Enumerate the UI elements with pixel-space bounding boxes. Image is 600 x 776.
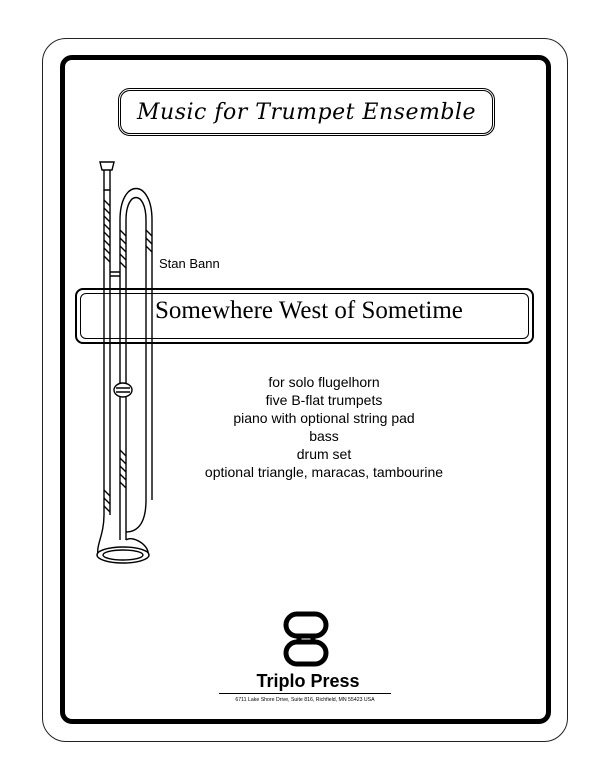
series-title: Music for Trumpet Ensemble <box>137 99 476 125</box>
instrumentation-line: optional triangle, maracas, tambourine <box>204 464 444 480</box>
natural-trumpet-icon <box>92 160 172 570</box>
publisher-name: Triplo Press <box>256 671 360 691</box>
instrumentation-list <box>190 373 458 481</box>
publisher-address: 6711 Lake Shore Drive, Suite 816, Richfield, MN 55423 USA <box>235 697 375 703</box>
instrumentation-line: drum set <box>296 446 352 462</box>
instrumentation-line: five B-flat trumpets <box>265 392 383 408</box>
publisher-divider <box>219 693 391 694</box>
instrumentation-line: bass <box>309 428 339 444</box>
instrumentation-line: for solo flugelhorn <box>268 374 380 390</box>
piece-title: Somewhere West of Sometime <box>155 297 463 324</box>
series-title-box <box>118 88 495 136</box>
composer-name: Stan Bann <box>159 256 220 271</box>
triplo-press-logo-icon <box>281 610 331 668</box>
instrumentation-line: piano with optional string pad <box>233 410 415 426</box>
